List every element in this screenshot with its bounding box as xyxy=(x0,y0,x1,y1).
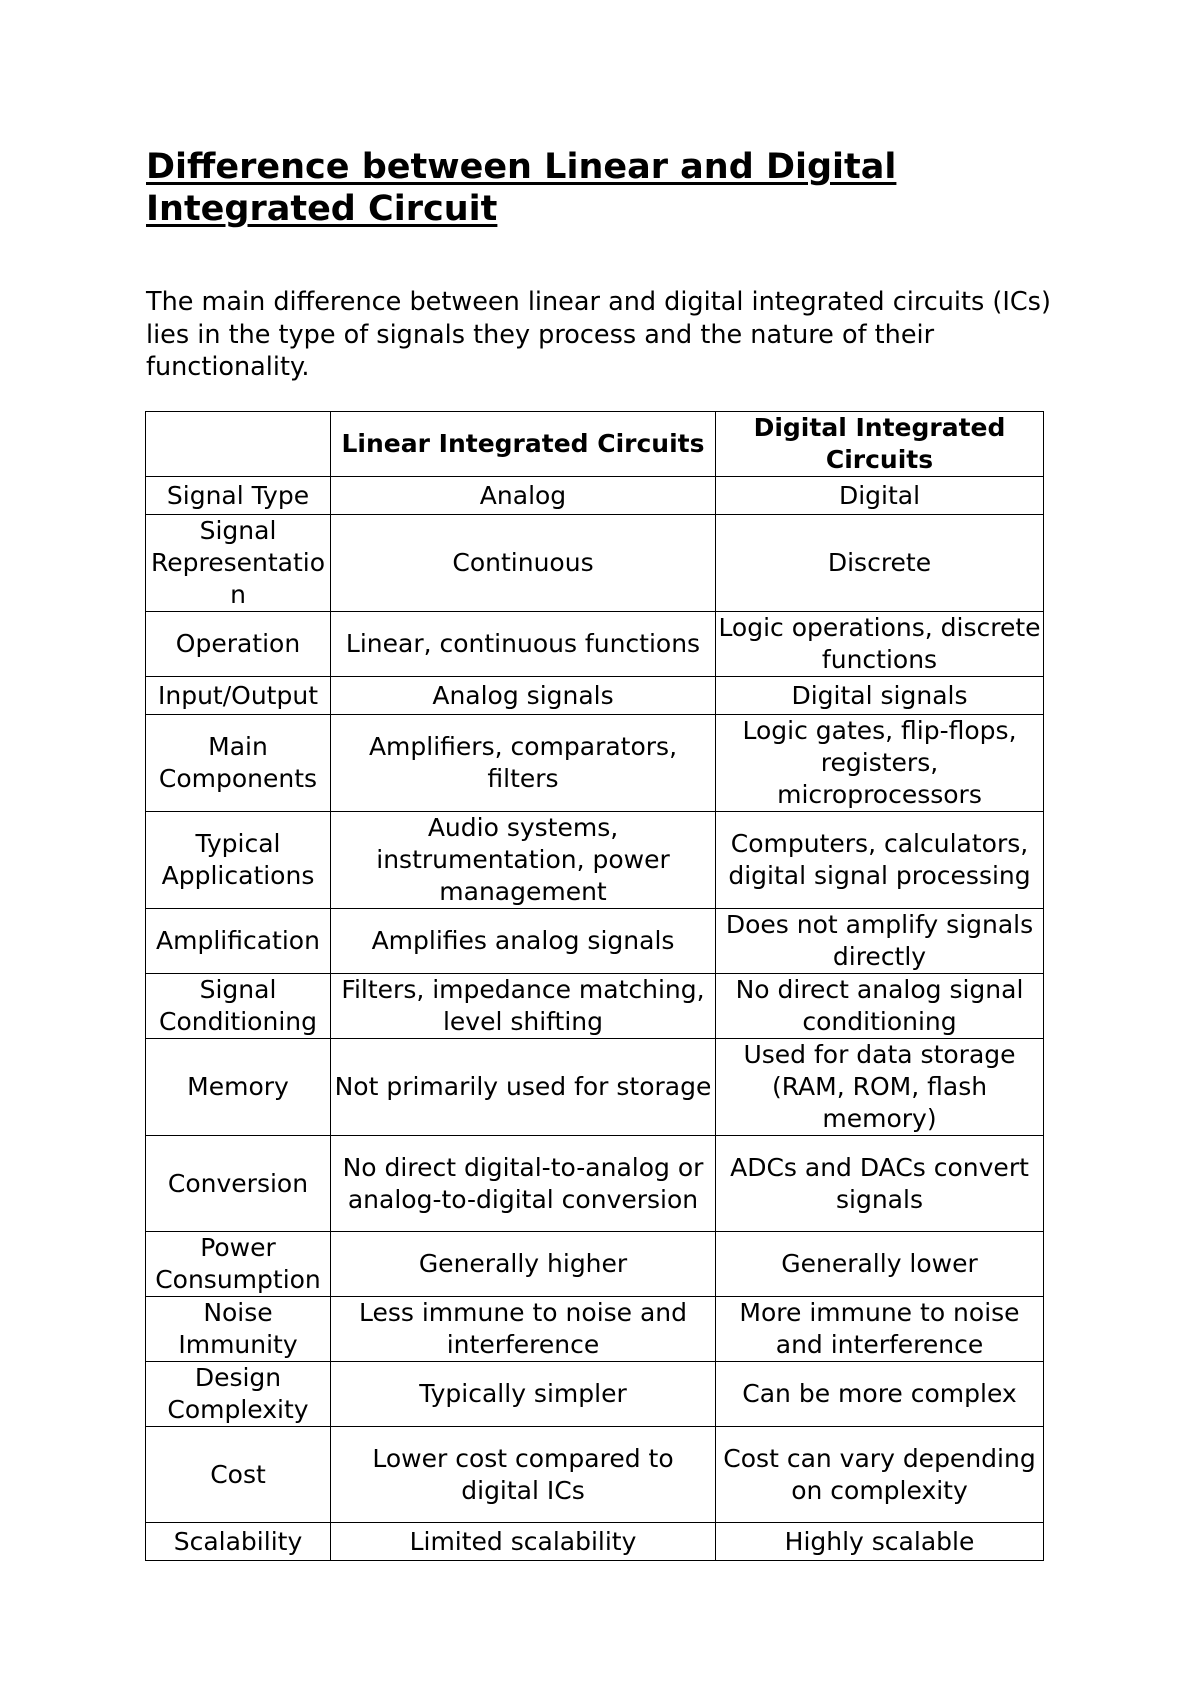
linear-cell: Amplifies analog signals xyxy=(331,909,716,974)
row-label: Input/Output xyxy=(146,677,331,715)
digital-cell: ADCs and DACs convert signals xyxy=(716,1136,1044,1232)
linear-cell: Analog signals xyxy=(331,677,716,715)
linear-cell: Continuous xyxy=(331,515,716,612)
table-row xyxy=(146,1297,1044,1362)
linear-cell: Typically simpler xyxy=(331,1362,716,1427)
digital-cell: Digital xyxy=(716,477,1044,515)
digital-cell: Does not amplify signals directly xyxy=(716,909,1044,974)
table-row xyxy=(146,715,1044,812)
digital-cell: Logic operations, discrete functions xyxy=(716,612,1044,677)
row-label: Signal Representation xyxy=(146,515,331,612)
digital-cell: Computers, calculators, digital signal processing xyxy=(716,812,1044,909)
digital-cell: Used for data storage (RAM, ROM, flash memory) xyxy=(716,1039,1044,1136)
digital-cell: Can be more complex xyxy=(716,1362,1044,1427)
linear-cell: Audio systems, instrumentation, power management xyxy=(331,812,716,909)
table-header-row xyxy=(146,412,1044,477)
table-row xyxy=(146,477,1044,515)
linear-cell: Analog xyxy=(331,477,716,515)
table-row xyxy=(146,1136,1044,1232)
row-label: Main Components xyxy=(146,715,331,812)
row-label: Memory xyxy=(146,1039,331,1136)
document-title: Difference between Linear and Digital Integrated Circuit xyxy=(146,147,897,229)
digital-cell: Generally lower xyxy=(716,1232,1044,1297)
row-label: Design Complexity xyxy=(146,1362,331,1427)
table-row xyxy=(146,909,1044,974)
digital-cell: Discrete xyxy=(716,515,1044,612)
row-label: Typical Applications xyxy=(146,812,331,909)
linear-cell: Filters, impedance matching, level shifting xyxy=(331,974,716,1039)
table-row xyxy=(146,612,1044,677)
table-row xyxy=(146,812,1044,909)
linear-cell: Not primarily used for storage xyxy=(331,1039,716,1136)
linear-cell: Linear, continuous functions xyxy=(331,612,716,677)
row-label: Noise Immunity xyxy=(146,1297,331,1362)
intro-paragraph: The main difference between linear and digital integrated circuits (ICs) lies in the type of signals they process and the nature of their functionality. xyxy=(146,287,1051,382)
linear-cell: Limited scalability xyxy=(331,1523,716,1561)
header-cell-empty xyxy=(146,412,331,477)
row-label: Cost xyxy=(146,1427,331,1523)
header-linear-ics: Linear Integrated Circuits xyxy=(331,412,716,477)
digital-cell: Cost can vary depending on complexity xyxy=(716,1427,1044,1523)
row-label: Power Consumption xyxy=(146,1232,331,1297)
digital-cell: More immune to noise and interference xyxy=(716,1297,1044,1362)
row-label: Operation xyxy=(146,612,331,677)
linear-cell: Lower cost compared to digital ICs xyxy=(331,1427,716,1523)
table-row xyxy=(146,974,1044,1039)
linear-cell: Generally higher xyxy=(331,1232,716,1297)
header-digital-ics: Digital Integrated Circuits xyxy=(716,412,1044,477)
table-row xyxy=(146,1039,1044,1136)
table-row xyxy=(146,515,1044,612)
digital-cell: Logic gates, flip-flops, registers, microprocessors xyxy=(716,715,1044,812)
table-row xyxy=(146,1523,1044,1561)
row-label: Signal Conditioning xyxy=(146,974,331,1039)
table-row xyxy=(146,677,1044,715)
digital-cell: Highly scalable xyxy=(716,1523,1044,1561)
table-row xyxy=(146,1427,1044,1523)
linear-cell: Less immune to noise and interference xyxy=(331,1297,716,1362)
row-label: Conversion xyxy=(146,1136,331,1232)
comparison-table xyxy=(145,411,1044,1561)
row-label: Amplification xyxy=(146,909,331,974)
row-label: Scalability xyxy=(146,1523,331,1561)
digital-cell: Digital signals xyxy=(716,677,1044,715)
linear-cell: Amplifiers, comparators, filters xyxy=(331,715,716,812)
linear-cell: No direct digital-to-analog or analog-to-digital conversion xyxy=(331,1136,716,1232)
table-row xyxy=(146,1232,1044,1297)
digital-cell: No direct analog signal conditioning xyxy=(716,974,1044,1039)
table-row xyxy=(146,1362,1044,1427)
row-label: Signal Type xyxy=(146,477,331,515)
